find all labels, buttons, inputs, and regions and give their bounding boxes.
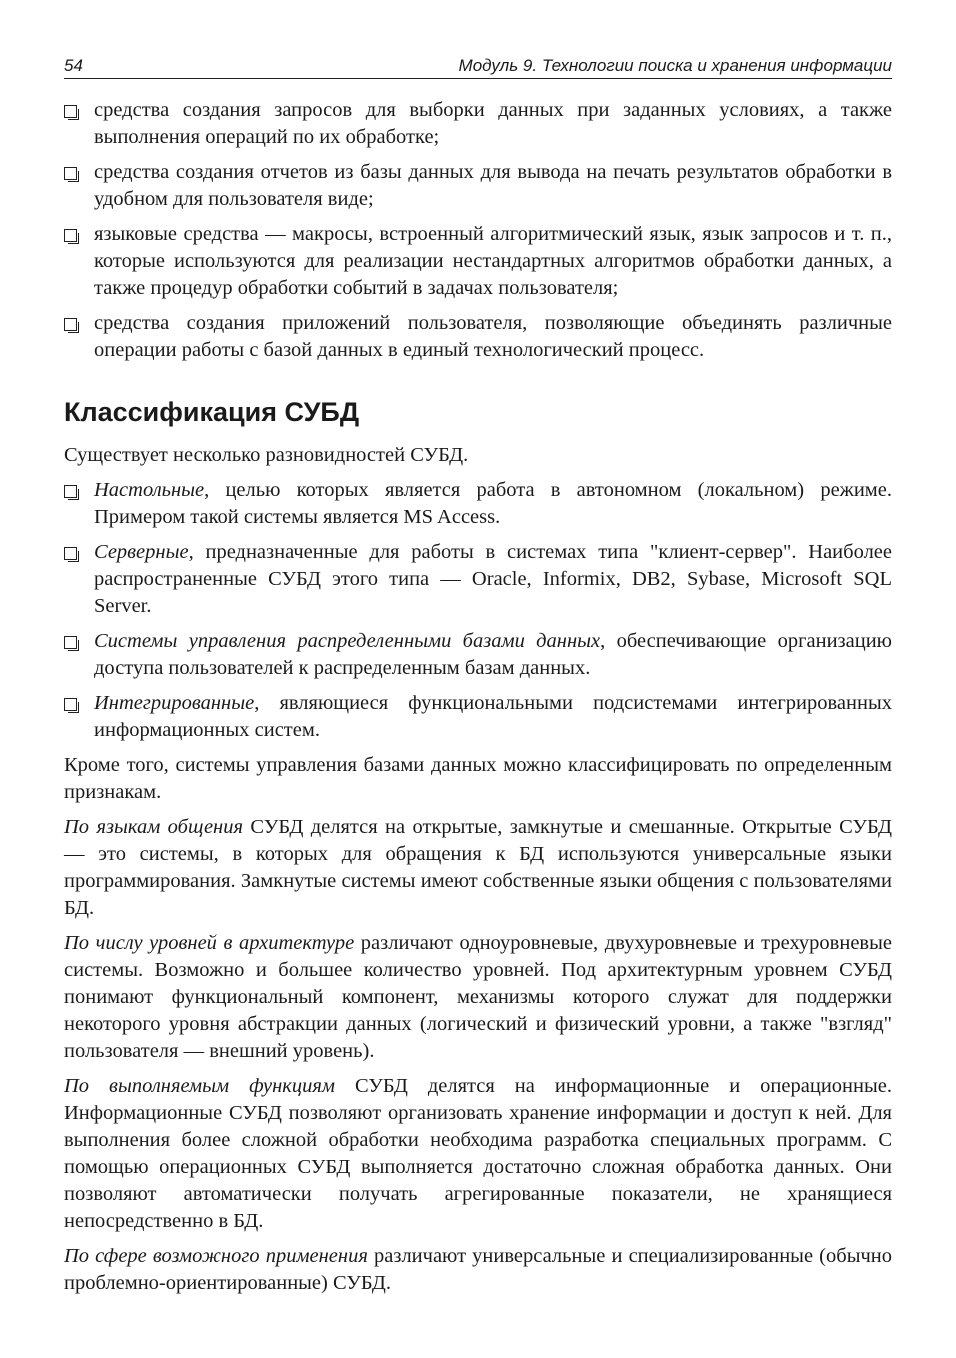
list-item-text — [94, 477, 892, 531]
scope-paragraph — [64, 1243, 892, 1297]
criteria-paragraph: Кроме того, системы управления базами данных можно классифицировать по определенным признакам. — [64, 754, 892, 803]
checkbox-bullet-icon — [64, 105, 77, 118]
checkbox-bullet-icon — [64, 636, 77, 649]
term: Интегрированные — [94, 692, 255, 714]
book-page — [64, 50, 892, 1305]
term: Серверные — [94, 541, 189, 563]
levels-paragraph — [64, 930, 892, 1065]
list-item — [64, 159, 892, 213]
term-description: , предназначенные для работы в системах типа "клиент-сервер". Наиболее распространенные СУБД этого типа — Oracle, Informix, DB2, Sybase, Microsoft SQL Server. — [94, 541, 892, 617]
checkbox-bullet-icon — [64, 698, 77, 711]
functions-paragraph — [64, 1073, 892, 1235]
list-item — [64, 221, 892, 302]
term-description: , обеспечивающие организацию доступа пользователей к распределенным базам данных. — [94, 630, 892, 679]
list-item — [64, 690, 892, 744]
paragraph-text: СУБД делятся на информационные и операционные. Информационные СУБД позволяют организовать хранение информации и доступ к ней. Для выполнения более сложной обработки необходима разработка специальных программ. С помощью операционных СУБД выполняется достаточно сложная обработка данных. Они позволяют автоматически получать агрегированные показатели, не хранящиеся непосредственно в БД. — [64, 1075, 892, 1232]
page-number: 54 — [64, 56, 83, 75]
page-content — [64, 97, 892, 1297]
list-item — [64, 310, 892, 364]
section-heading: Классификация СУБД — [64, 397, 360, 427]
paragraph-text: различают универсальные и специализированные (обычно проблемно-ориентированные) СУБД. — [64, 1245, 892, 1294]
list-item-text: средства создания приложений пользователя, позволяющие объединять различные операции работы с базой данных в единый технологический процесс. — [94, 312, 892, 361]
language-paragraph — [64, 814, 892, 922]
paragraph-term: По числу уровней в архитектуре — [64, 932, 355, 954]
checkbox-bullet-icon — [64, 318, 77, 331]
list-item-text — [94, 628, 892, 682]
term-description: , целью которых является работа в автономном (локальном) режиме. Примером такой системы является MS Access. — [94, 479, 892, 528]
list-item-text: языковые средства — макросы, встроенный алгоритмический язык, язык запросов и т. п., которые используются для реализации нестандартных алгоритмов обработки данных, а также процедур обработки событий в задачах пользователя; — [94, 223, 892, 299]
list-item — [64, 539, 892, 620]
intro-paragraph: Существует несколько разновидностей СУБД. — [64, 444, 469, 466]
term-description: , являющиеся функциональными подсистемами интегрированных информационных систем. — [94, 692, 892, 741]
list-item-text — [94, 539, 892, 620]
list-item — [64, 628, 892, 682]
checkbox-bullet-icon — [64, 167, 77, 180]
paragraph-text: СУБД делятся на открытые, замкнутые и смешанные. Открытые СУБД — это системы, в которых для обращения к БД используются универсальные языки программирования. Замкнутые системы имеют собственные языки общения с пользователями БД. — [64, 816, 892, 919]
checkbox-bullet-icon — [64, 547, 77, 560]
checkbox-bullet-icon — [64, 485, 77, 498]
paragraph-term: По языкам общения — [64, 816, 244, 838]
list-item-text: средства создания отчетов из базы данных для вывода на печать результатов обработки в удобном для пользователя виде; — [94, 161, 892, 210]
list-item-text: средства создания запросов для выборки данных при заданных условиях, а также выполнения операций по их обработке; — [94, 99, 892, 148]
running-title: Модуль 9. Технологии поиска и хранения информации — [458, 56, 892, 75]
term: Системы управления распределенными базами данных — [94, 630, 601, 652]
list-item — [64, 477, 892, 531]
paragraph-term: По сфере возможного применения — [64, 1245, 368, 1267]
paragraph-text: различают одноуровневые, двухуровневые и трехуровневые системы. Возможно и большее количество уровней. Под архитектурным уровнем СУБД понимают функциональный компонент, механизмы которого служат для поддержки некоторого уровня абстракции данных (логический и физический уровни, а также "взгляд" пользователя — внешний уровень). — [64, 932, 892, 1062]
term: Настольные — [94, 479, 205, 501]
paragraph-term: По выполняемым функциям — [64, 1075, 335, 1097]
list-item — [64, 97, 892, 151]
running-header — [64, 50, 892, 79]
list-item-text — [94, 690, 892, 744]
checkbox-bullet-icon — [64, 229, 77, 242]
